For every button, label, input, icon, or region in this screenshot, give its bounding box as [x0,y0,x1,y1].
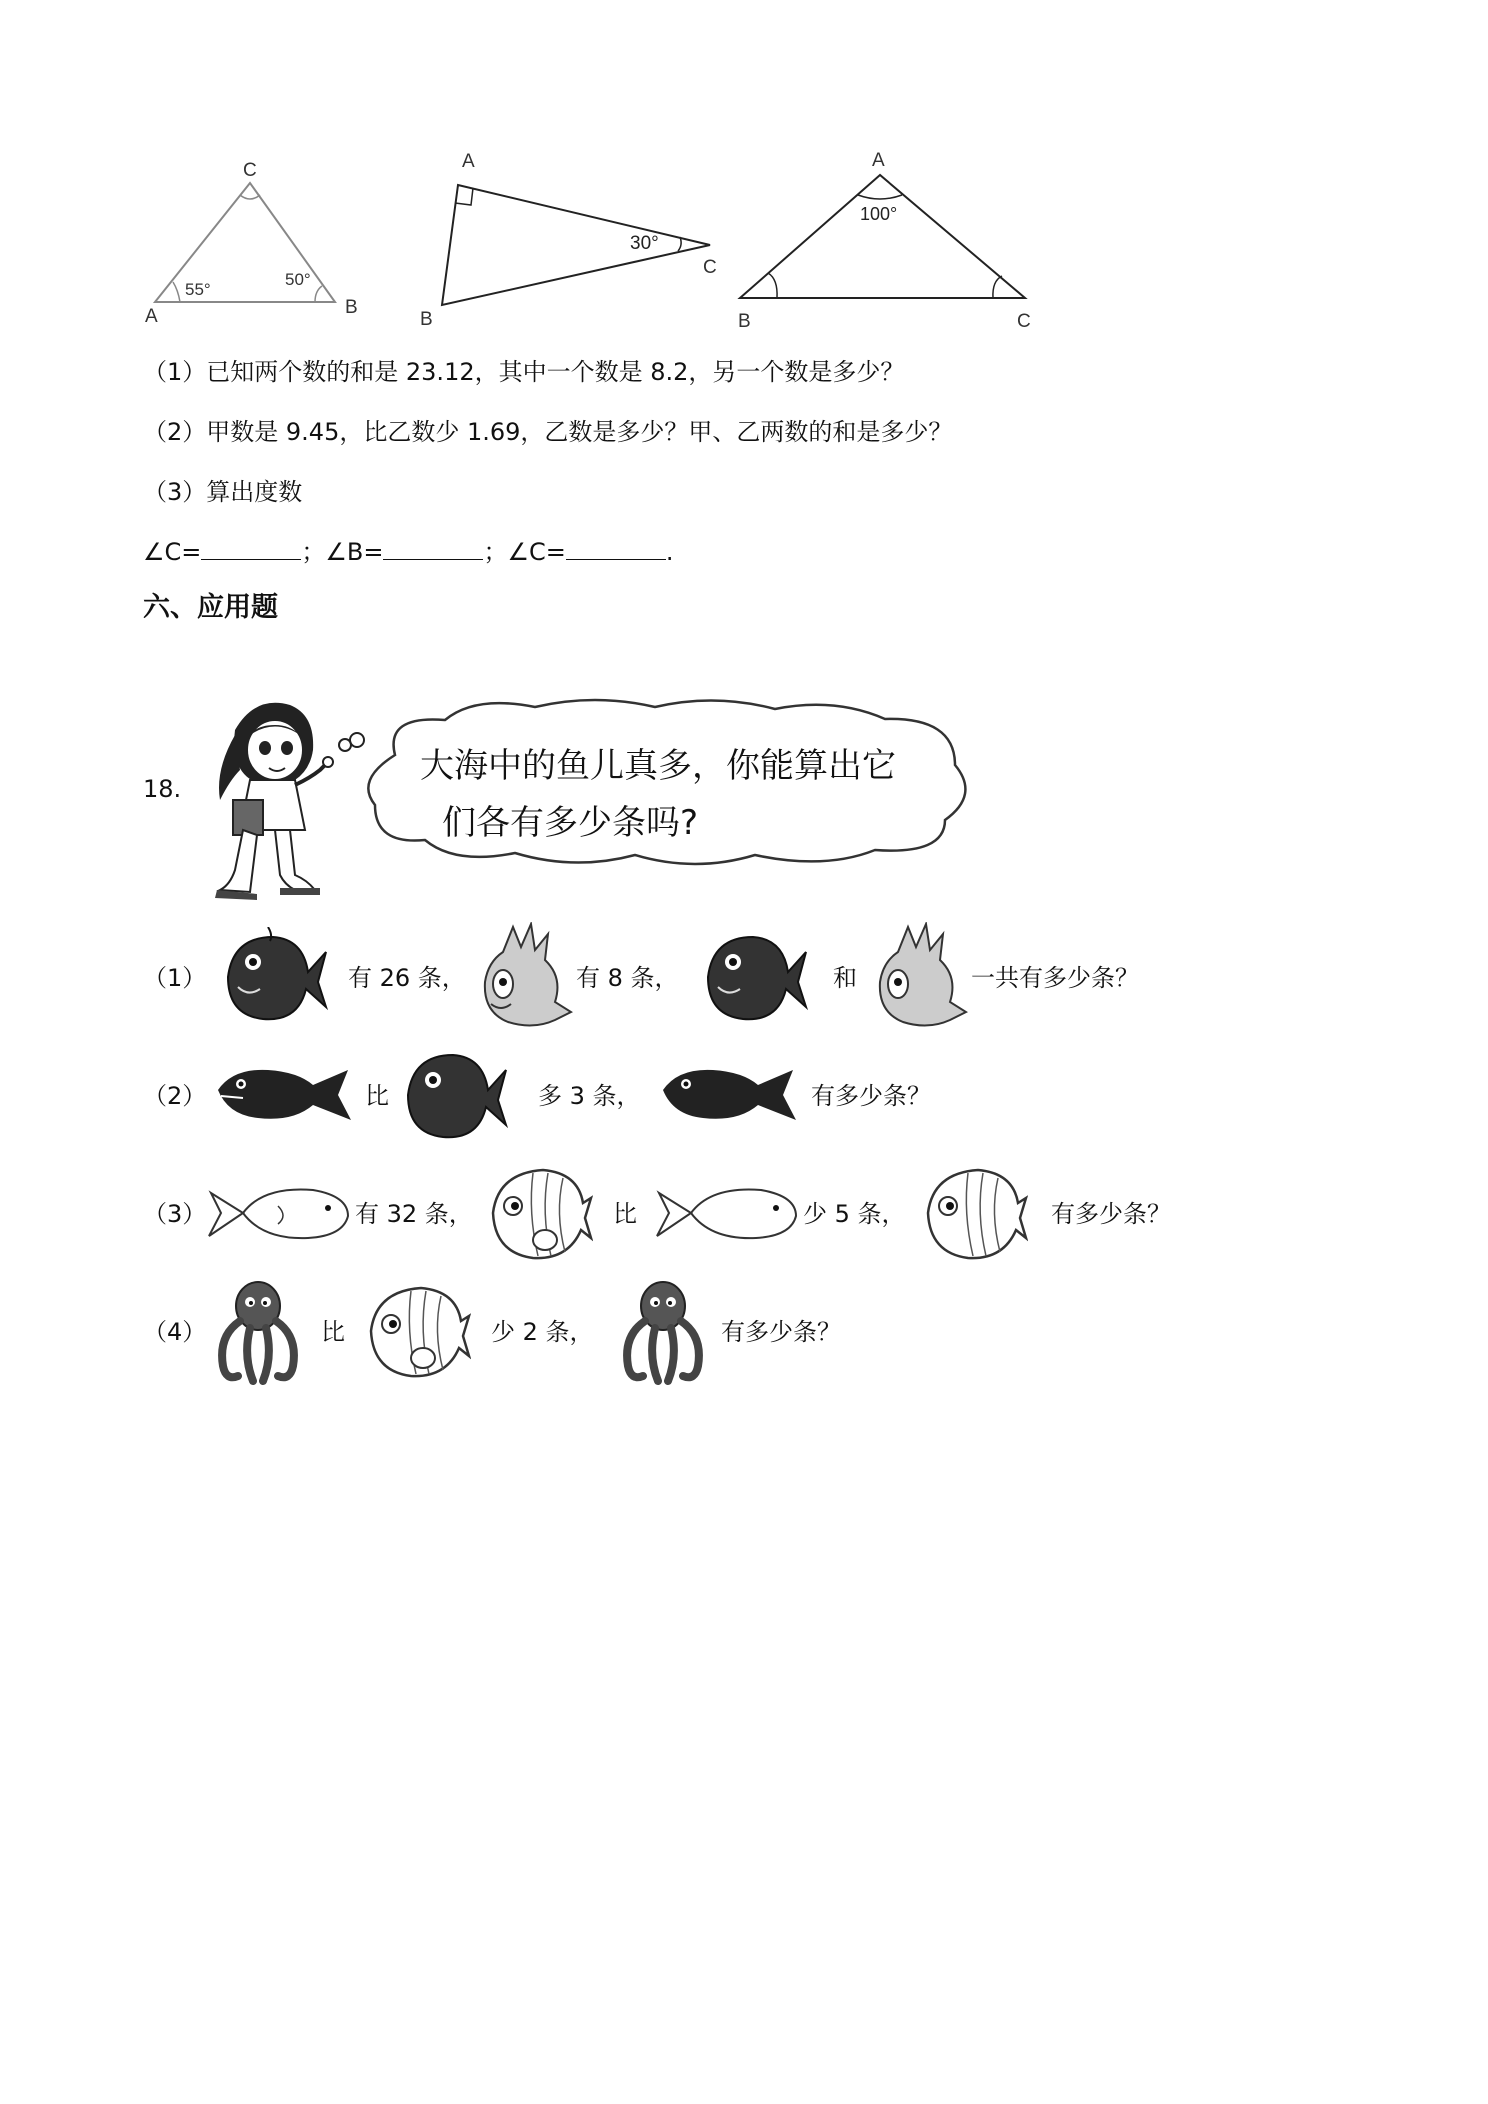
white-long-fish-icon [203,1178,353,1248]
triangles-figure [140,145,1060,345]
angle-c2-blank[interactable] [566,537,666,560]
fish-row-4 [143,1276,1193,1386]
row-3-label: （3） [143,1200,207,1228]
triangle-1 [145,160,358,327]
question-2: （2）甲数是 9.45，比乙数少 1.69，乙数是多少？甲、乙两数的和是多少？ [143,418,953,446]
row-4-label: （4） [143,1318,207,1346]
angle-c-label: ∠C= [143,538,202,566]
fish-row-1 [143,922,1193,1032]
triangle-2 [420,151,717,330]
triangle-3-vertex-c: C [1017,311,1031,332]
striped-fish-icon [918,1158,1028,1268]
angle-answer-line [143,532,674,567]
dark-long-fish-icon [213,1060,353,1130]
row-2-text-3: 有多少条？ [811,1082,931,1110]
striped-fish-icon [361,1276,471,1386]
octopus-icon [208,1276,308,1386]
row-3-text-3: 少 5 条， [803,1200,906,1228]
row-3-text-1: 有 32 条， [355,1200,473,1228]
triangle-3-vertex-a: A [872,150,885,171]
row-4-text-1: 比 [321,1318,345,1346]
row-3-text-4: 有多少条？ [1051,1200,1171,1228]
girl-illustration [195,690,375,910]
angle-c-blank[interactable] [201,537,301,560]
triangle-3 [738,150,1031,332]
cloud-text-line-1: 大海中的鱼儿真多，你能算出它 [420,746,896,786]
spiky-fish-icon [868,922,968,1032]
triangle-3-vertex-b: B [738,311,751,332]
fish-row-3 [143,1158,1193,1268]
triangle-2-vertex-a: A [462,151,475,172]
angle-b-blank[interactable] [383,537,483,560]
triangle-2-vertex-c: C [703,257,717,278]
angle-c2-label: ；∠C= [483,538,566,566]
question-1: （1）已知两个数的和是 23.12，其中一个数是 8.2，另一个数是多少？ [143,358,905,386]
row-4-text-3: 有多少条？ [721,1318,841,1346]
row-1-text-3: 和 [833,964,857,992]
triangle-1-vertex-a: A [145,306,158,327]
row-1-text-2: 有 8 条， [576,964,679,992]
question-3: （3）算出度数 [143,478,303,506]
row-4-text-2: 少 2 条， [491,1318,594,1346]
row-2-text-2: 多 3 条， [538,1082,641,1110]
row-1-text-1: 有 26 条， [348,964,466,992]
triangle-1-angle-a: 55° [185,280,211,299]
angle-end-period: . [665,538,674,566]
dark-round-fish-icon [398,1045,508,1145]
striped-fish-icon [483,1158,593,1268]
spiky-fish-icon [473,922,573,1032]
row-3-text-2: 比 [613,1200,637,1228]
row-2-label: （2） [143,1082,207,1110]
row-2-text-1: 比 [365,1082,389,1110]
problem-number: 18. [143,775,182,803]
angle-b-label: ；∠B= [301,538,384,566]
dark-long-fish-icon [658,1060,798,1130]
fish-row-2 [143,1040,1193,1150]
row-1-text-4: 一共有多少条？ [971,964,1139,992]
triangle-2-angle-c: 30° [630,233,659,254]
white-long-fish-icon [651,1178,801,1248]
row-1-label: （1） [143,964,207,992]
dark-round-fish-icon [218,927,328,1027]
cloud-text-line-2: 们各有多少条吗? [442,803,699,843]
triangle-1-angle-b: 50° [285,270,311,289]
octopus-icon [613,1276,713,1386]
triangle-1-vertex-b: B [345,297,358,318]
triangle-3-angle-a: 100° [860,204,898,224]
triangle-2-vertex-b: B [420,309,433,330]
section-title: 六、应用题 [143,592,278,623]
triangle-1-vertex-c: C [243,160,257,181]
dark-round-fish-icon [698,927,808,1027]
